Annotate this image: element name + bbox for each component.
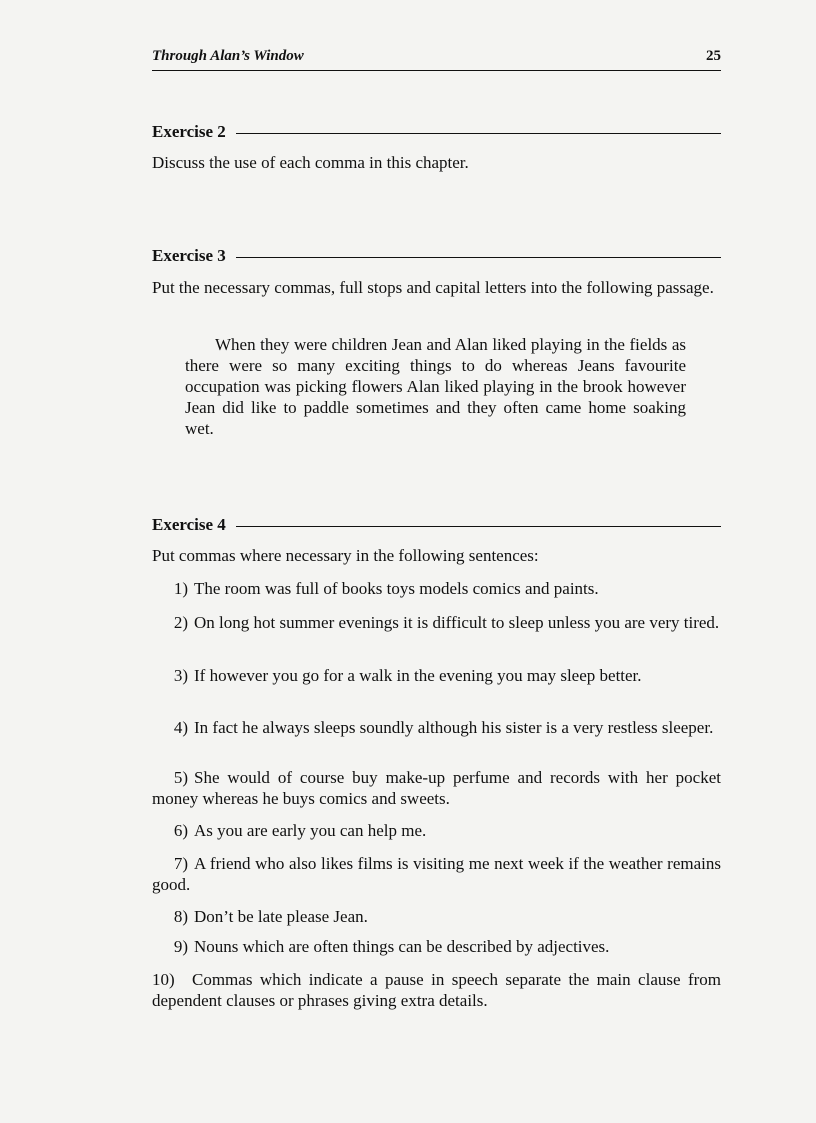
item-text: If however you go for a walk in the evening you may sleep better. <box>194 666 642 685</box>
sentence-item <box>152 906 721 927</box>
sentence-item <box>152 578 721 599</box>
sentence-item <box>152 820 721 841</box>
item-number: 1) <box>173 579 188 598</box>
item-text: Commas which indicate a pause in speech separate the main clause from dependent clauses or phrases giving extra details. <box>152 970 721 1010</box>
item-text: On long hot summer evenings it is difficult to sleep unless you are very tired. <box>194 613 720 632</box>
item-number: 6) <box>173 821 188 840</box>
item-text: In fact he always sleeps soundly although his sister is a very restless sleeper. <box>194 718 714 737</box>
sentence-item <box>152 936 721 957</box>
item-number: 10) <box>152 970 175 989</box>
exercise-3-passage: When they were children Jean and Alan liked playing in the fields as there were so many exciting things to do whereas Jeans favourite occupation was picking flowers Alan liked playing in the brook however Jean did like to paddle sometimes and they often came home soaking wet. <box>185 335 686 438</box>
item-text: Nouns which are often things can be described by adjectives. <box>194 937 610 956</box>
sentence-item <box>152 969 721 1011</box>
sentence-item <box>152 665 721 686</box>
item-number: 7) <box>173 854 188 873</box>
item-number: 8) <box>173 907 188 926</box>
sentence-item <box>152 612 721 633</box>
item-text: Don’t be late please Jean. <box>194 907 368 926</box>
item-number: 9) <box>173 937 188 956</box>
item-text: The room was full of books toys models comics and paints. <box>194 579 599 598</box>
item-number: 2) <box>173 613 188 632</box>
exercise-2-label: Exercise 2 <box>152 122 226 141</box>
sentence-item <box>152 853 721 895</box>
item-number: 5) <box>173 768 188 787</box>
running-title: Through Alan’s Window <box>152 48 304 64</box>
exercise-4-instruction: Put commas where necessary in the following sentences: <box>152 546 539 565</box>
item-text: As you are early you can help me. <box>194 821 427 840</box>
heading-rule <box>236 526 721 527</box>
sentence-item <box>152 717 721 738</box>
running-head <box>152 48 721 71</box>
sentence-item <box>152 767 721 809</box>
exercise-3-label: Exercise 3 <box>152 246 226 265</box>
item-number: 3) <box>173 666 188 685</box>
exercise-4-heading <box>152 514 721 536</box>
page-number: 25 <box>706 48 721 64</box>
exercise-4-label: Exercise 4 <box>152 515 226 534</box>
heading-rule <box>236 133 721 134</box>
heading-rule <box>236 257 721 258</box>
exercise-2-instruction: Discuss the use of each comma in this chapter. <box>152 153 469 172</box>
item-number: 4) <box>173 718 188 737</box>
item-text: A friend who also likes films is visiting me next week if the weather remains good. <box>152 854 721 894</box>
item-text: She would of course buy make-up perfume and records with her pocket money whereas he buys comics and sweets. <box>152 768 721 808</box>
exercise-3-heading <box>152 245 721 267</box>
exercise-3-instruction: Put the necessary commas, full stops and capital letters into the following passage. <box>152 278 714 297</box>
exercise-2-heading <box>152 121 721 143</box>
